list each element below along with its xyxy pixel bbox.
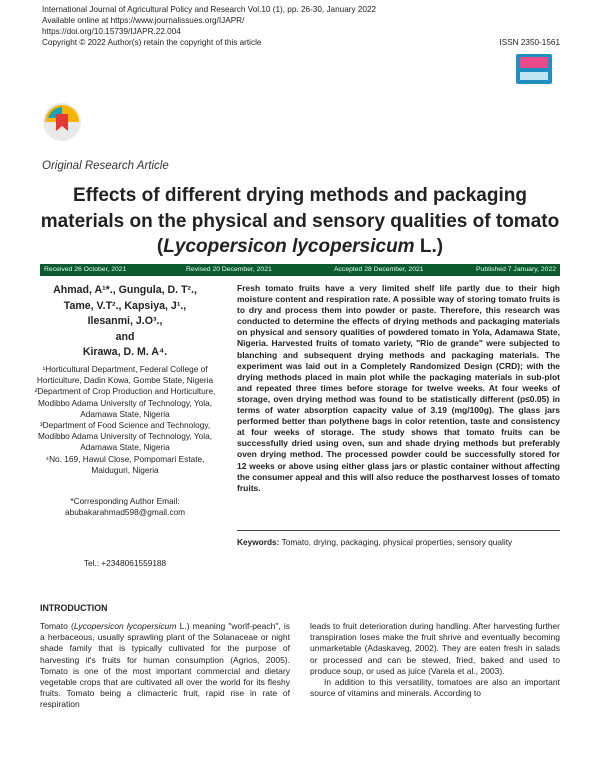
issn: ISSN 2350-1561: [499, 38, 560, 47]
article-title: [30, 183, 570, 260]
intro-paragraph: leads to fruit deterioration during handling. After harvesting further transpiration loses make the fruit shrive and eventually becoming unmarketable (Adaskaveg, 2002). They are eaten fresh in salads or processed and can be stewed, fried, baked and used to produce soup, or used as juice (Varela et al., 2003).: [310, 621, 560, 676]
received-date: Received 26 October, 2021: [44, 266, 127, 273]
title-line-2: materials on the physical and sensory qualities of tomato: [40, 210, 560, 232]
corresponding-label: *Corresponding Author Email:: [70, 496, 180, 506]
intro-right-column: [310, 621, 560, 699]
affiliations: [30, 364, 220, 476]
abstract: Fresh tomato fruits have a very limited shelf life partly due to their high moisture content and respiration rate. A possible way of storing tomato fruits is to dry and process them into powder or paste. Therefore, this research was conducted to determine the effects of drying methods and packaging materials on physical and sensory qualities of powdered tomato in Yola, Adamawa State, Nigeria. Harvested fruits of tomato variety, "Rio de grande" were subjected to blanching and subsequent drying methods and packaging materials. The experiment was laid out in a Completely Randomized Design (CRD); with the drying methods placed in main plot while the packaging materials in sub-plot and repeated three times before storage for twelve weeks. At four weeks of storage, oven drying method was found to be statistically different (p≤0.05) in terms of water absorption capacity value of 3.19 (mg/100g). The glass jars performed better than polythene bags in color retention, taste and consistency at four weeks of storage. The study shows that tomato fruits can be successfully dried using oven, sun and shade drying methods but preferably oven drying method. The processed powder could be successfully stored for 12 weeks or above using either glass jars or plastic container without affecting the consumer appeal and this will also reduce the postharvest losses of tomato fruits.: [237, 283, 560, 493]
revised-date: Revised 20 December, 2021: [186, 266, 272, 273]
keywords-label: Keywords:: [237, 537, 280, 547]
title-line-1: Effects of different drying methods and packaging: [73, 185, 527, 206]
affiliation-item: ²Department of Crop Production and Horticulture, Modibbo Adama University of Technology, Yola, Adamawa State, Nigeria: [34, 386, 216, 419]
copyright-notice: Copyright © 2022 Author(s) retain the copyright of this article: [42, 38, 262, 47]
section-heading: INTRODUCTION: [40, 603, 108, 613]
keywords: [237, 537, 567, 548]
published-date: Published 7 January, 2022: [476, 266, 556, 273]
author-line: Ilesanmi, J.O³.,: [87, 315, 163, 328]
keywords-text: Tomato, drying, packaging, physical properties, sensory quality: [281, 537, 513, 547]
affiliation-item: ¹Horticultural Department, Federal College of Horticulture, Dadin Kowa, Gombe State, Nigeria: [36, 364, 214, 386]
intro-text: Tomato (: [40, 621, 74, 631]
affiliation-item: ³Department of Food Science and Technology, Modibbo Adama University of Technology, Yola, Adamawa State, Nigeria: [37, 420, 213, 453]
author-line: Ahmad, A¹*., Gungula, D. T².,: [53, 284, 197, 296]
dates-bar: [40, 264, 560, 276]
intro-left-column: [40, 621, 290, 711]
author-list: [30, 283, 220, 361]
accepted-date: Accepted 28 December, 2021: [334, 266, 424, 273]
check-for-updates-icon[interactable]: [40, 100, 84, 144]
telephone: Tel.: +2348061559188: [83, 558, 167, 568]
intro-text: L.) meaning "worlf-peach", is a herbaceous, usually sprawling plant of the Solanaceae or night shade family that is typically cultivated for the purpose of harvesting it's fruits for human consumption (Agrios, 2005). Tomato is one of the most important commercial and dietary vegetable crops that are cultivated all over the world for its fleshy fruits. Tomato being a climacteric fruit, rapid rise in rate of respiration: [40, 621, 290, 710]
author-line: and: [115, 330, 135, 343]
article-type: Original Research Article: [42, 160, 169, 172]
intro-species: Lycopersicon lycopersicum: [73, 621, 177, 631]
doi-link[interactable]: https://doi.org/10.15739/IJAPR.22.004: [42, 27, 181, 36]
intro-paragraph: [40, 621, 290, 711]
intro-paragraph: In addition to this versatility, tomatoes are also an important source of vitamins and minerals. According to: [310, 677, 560, 699]
title-species: Lycopersicon lycopersicum: [163, 236, 415, 257]
journal-citation: International Journal of Agricultural Policy and Research Vol.10 (1), pp. 26-30, January 2022: [42, 5, 377, 14]
affiliation-item: ⁴No. 169, Hawul Close, Pompomari Estate, Maiduguri, Nigeria: [45, 453, 205, 475]
journal-header: [42, 4, 560, 48]
online-url[interactable]: Available online at https://www.journalissues.org/IJAPR/: [42, 16, 245, 25]
author-line: Tame, V.T²., Kapsiya, J¹.,: [63, 299, 187, 312]
title-line-3: (Lycopersicon lycopersicum L.): [156, 236, 444, 257]
title-species-suffix: L.): [419, 236, 444, 257]
author-line: Kirawa, D. M. A⁴.: [82, 346, 168, 359]
journal-logo-icon: [516, 54, 552, 84]
corresponding-email[interactable]: abubakarahmad598@gmail.com: [64, 507, 186, 518]
keywords-divider: [237, 530, 560, 531]
corresponding-author: [30, 496, 220, 518]
